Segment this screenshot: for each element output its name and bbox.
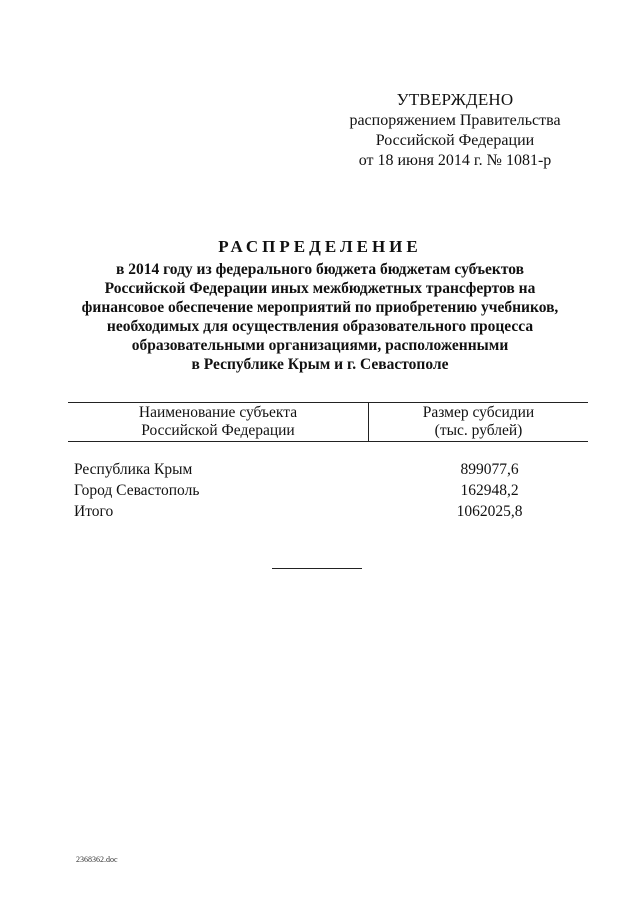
subsidy-table (68, 402, 588, 522)
column-header-subject-line-2: Российской Федерации (141, 422, 295, 439)
row-subject-name: Республика Крым (74, 461, 193, 478)
document-title (60, 236, 580, 374)
table-row-total (68, 501, 588, 522)
column-header-subject (68, 403, 368, 441)
row-total-value: 1062025,8 (456, 503, 523, 520)
row-total-label: Итого (74, 503, 114, 520)
column-header-amount-line-1: Размер субсидии (422, 404, 535, 421)
title-line-1: в 2014 году из федерального бюджета бюджетам субъектов (116, 261, 524, 278)
column-header-amount-line-2: (тыс. рублей) (434, 422, 523, 439)
table-row (68, 480, 588, 501)
table-body (68, 459, 588, 522)
column-header-amount (368, 403, 588, 441)
approval-line-3: от 18 июня 2014 г. № 1081-р (358, 152, 552, 169)
end-separator-line (272, 568, 362, 569)
title-line-5: образовательными организациями, расположенными (131, 337, 509, 354)
title-line-2: Российской Федерации иных межбюджетных трансфертов на (104, 280, 536, 297)
table-header (68, 402, 588, 442)
approval-stamp: УТВЕРЖДЕНО (396, 90, 514, 109)
title-line-3: финансовое обеспечение мероприятий по приобретению учебников, (81, 299, 559, 316)
column-header-subject-line-1: Наименование субъекта (138, 404, 298, 421)
approval-line-1: распоряжением Правительства (349, 112, 561, 129)
row-subject-name: Город Севастополь (74, 482, 200, 499)
approval-block (330, 90, 580, 171)
row-subsidy-value: 162948,2 (460, 482, 519, 499)
row-subsidy-value: 899077,6 (460, 461, 519, 478)
title-heading: РАСПРЕДЕЛЕНИЕ (218, 237, 422, 256)
title-line-4: необходимых для осуществления образовательного процесса (106, 318, 534, 335)
file-name-footer: 2368362.doc (76, 855, 118, 864)
approval-line-2: Российской Федерации (375, 132, 535, 149)
table-row (68, 459, 588, 480)
title-line-6: в Республике Крым и г. Севастополе (191, 356, 449, 373)
